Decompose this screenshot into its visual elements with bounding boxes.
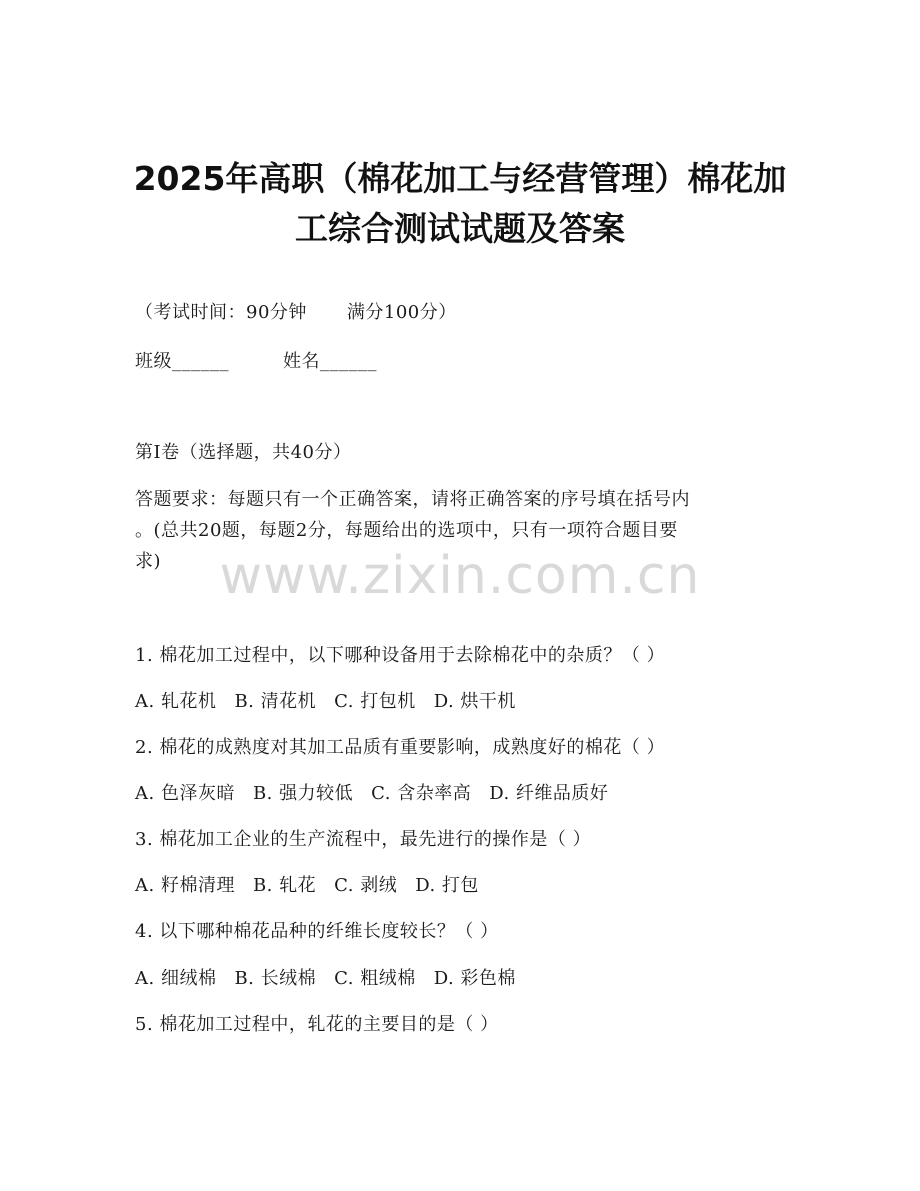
option-b: B. 强力较低 <box>252 783 354 804</box>
student-info <box>135 349 377 375</box>
option-c: C. 打包机 <box>334 691 416 712</box>
option-d: D. 纤维品质好 <box>489 783 609 804</box>
instructions-line-3: 求) <box>135 551 162 572</box>
option-c: C. 粗绒棉 <box>334 968 416 989</box>
instructions-line-1: 答题要求：每题只有一个正确答案，请将正确答案的序号填在括号内 <box>135 489 690 510</box>
option-c: C. 含杂率高 <box>371 783 472 804</box>
question-1: 1. 棉花加工过程中，以下哪种设备用于去除棉花中的杂质？（ ） <box>135 645 666 666</box>
option-b: B. 轧花 <box>252 875 317 896</box>
document-title-line-2: 工综合测试试题及答案 <box>295 209 625 248</box>
option-c: C. 剥绒 <box>334 875 398 896</box>
question-3: 3. 棉花加工企业的生产流程中，最先进行的操作是（ ） <box>135 829 592 850</box>
question-2-options <box>135 781 608 807</box>
question-4: 4. 以下哪种棉花品种的纤维长度较长？（ ） <box>135 921 499 942</box>
question-3-options <box>135 873 479 899</box>
full-score: 满分100分） <box>346 302 457 323</box>
question-4-options <box>135 966 516 992</box>
option-a: A. 色泽灰暗 <box>135 783 235 804</box>
option-d: D. 打包 <box>415 875 479 896</box>
option-a: A. 轧花机 <box>135 691 217 712</box>
question-5: 5. 棉花加工过程中，轧花的主要目的是（ ） <box>135 1014 499 1035</box>
option-d: D. 彩色棉 <box>433 968 516 989</box>
option-d: D. 烘干机 <box>433 691 516 712</box>
option-a: A. 细绒棉 <box>135 968 217 989</box>
instructions-line-2: 。(总共20题，每题2分，每题给出的选项中，只有一项符合题目要 <box>135 520 678 541</box>
document-title-line-1: 2025年高职（棉花加工与经营管理）棉花加 <box>133 159 787 198</box>
exam-time: （考试时间：90分钟 <box>135 302 307 323</box>
option-b: B. 长绒棉 <box>234 968 317 989</box>
section-title: 第I卷（选择题，共40分） <box>135 442 352 463</box>
option-b: B. 清花机 <box>234 691 317 712</box>
class-field: 班级______ <box>135 351 229 372</box>
name-field: 姓名______ <box>283 351 377 372</box>
exam-info <box>135 300 457 326</box>
option-a: A. 籽棉清理 <box>135 875 235 896</box>
watermark: www.zixin.com.cn <box>219 546 701 606</box>
question-2: 2. 棉花的成熟度对其加工品质有重要影响，成熟度好的棉花（ ） <box>135 737 666 758</box>
question-1-options <box>135 689 516 715</box>
